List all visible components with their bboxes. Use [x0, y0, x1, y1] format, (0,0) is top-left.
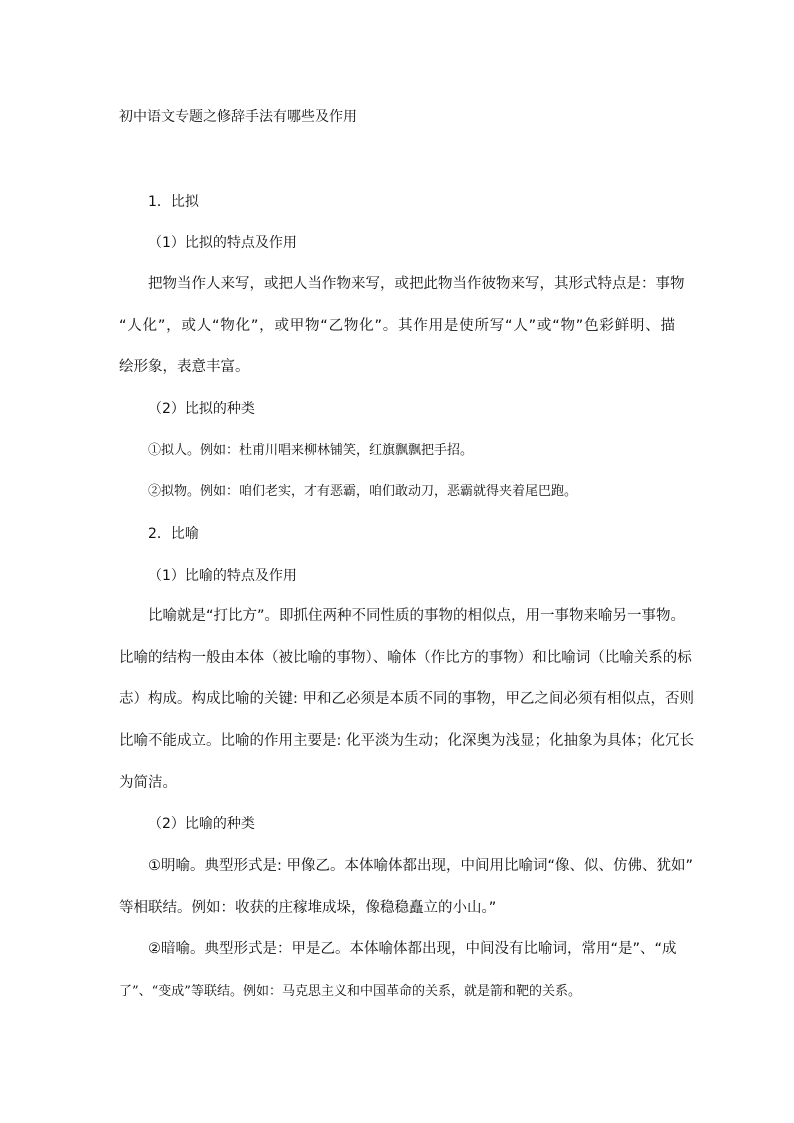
section-heading-1: 1．比拟	[148, 194, 199, 210]
subsection-heading-2-2: （2）比喻的种类	[148, 816, 255, 832]
paragraph-line: 志）构成。构成比喻的关键: 甲和乙必须是本质不同的事物，甲乙之间必须有相似点，否则	[119, 691, 694, 707]
paragraph-line: “人化”，或人“物化”，或甲物“乙物化”。其作用是使所写“人”或“物”色彩鲜明、描	[119, 318, 675, 334]
paragraph-line: ②暗喻。典型形式是：甲是乙。本体喻体都出现，中间没有比喻词，常用“是”、“成	[148, 941, 677, 957]
paragraph-line: 比喻就是“打比方”。即抓住两种不同性质的事物的相似点，用一事物来喻另一事物。	[148, 608, 686, 624]
subsection-heading-2-1: （1）比喻的特点及作用	[148, 568, 297, 584]
list-item: ②拟物。例如：咱们老实，才有恶霸，咱们敢动刀，恶霸就得夹着尾巴跑。	[148, 484, 578, 499]
paragraph-line: 比喻的结构一般由本体（被比喻的事物）、喻体（作比方的事物）和比喻词（比喻关系的标	[119, 650, 692, 666]
paragraph-line: 绘形象，表意丰富。	[119, 359, 250, 375]
paragraph-line: 等相联结。例如：收获的庄稼堆成垛，像稳稳矗立的小山。”	[119, 900, 497, 916]
subsection-heading-1-1: （1）比拟的特点及作用	[148, 235, 297, 251]
paragraph-line: 把物当作人来写，或把人当作物来写，或把此物当作彼物来写，其形式特点是：事物	[148, 276, 685, 292]
paragraph-line: 了”、“变成”等联结。例如：马克思主义和中国革命的关系，就是箭和靶的关系。	[119, 984, 581, 999]
subsection-heading-1-2: （2）比拟的种类	[148, 401, 255, 417]
document-title: 初中语文专题之修辞手法有哪些及作用	[119, 109, 357, 125]
section-heading-2: 2．比喻	[148, 526, 199, 542]
list-item: ①拟人。例如：杜甫川唱来柳林铺笑，红旗飘飘把手招。	[148, 443, 474, 458]
paragraph-line: 比喻不能成立。比喻的作用主要是: 化平淡为生动；化深奥为浅显；化抽象为具体；化冗长	[119, 733, 694, 749]
paragraph-line: 为简洁。	[119, 775, 177, 791]
paragraph-line: ①明喻。典型形式是: 甲像乙。本体喻体都出现，中间用比喻词“像、似、仿佛、犹如”	[148, 858, 694, 874]
